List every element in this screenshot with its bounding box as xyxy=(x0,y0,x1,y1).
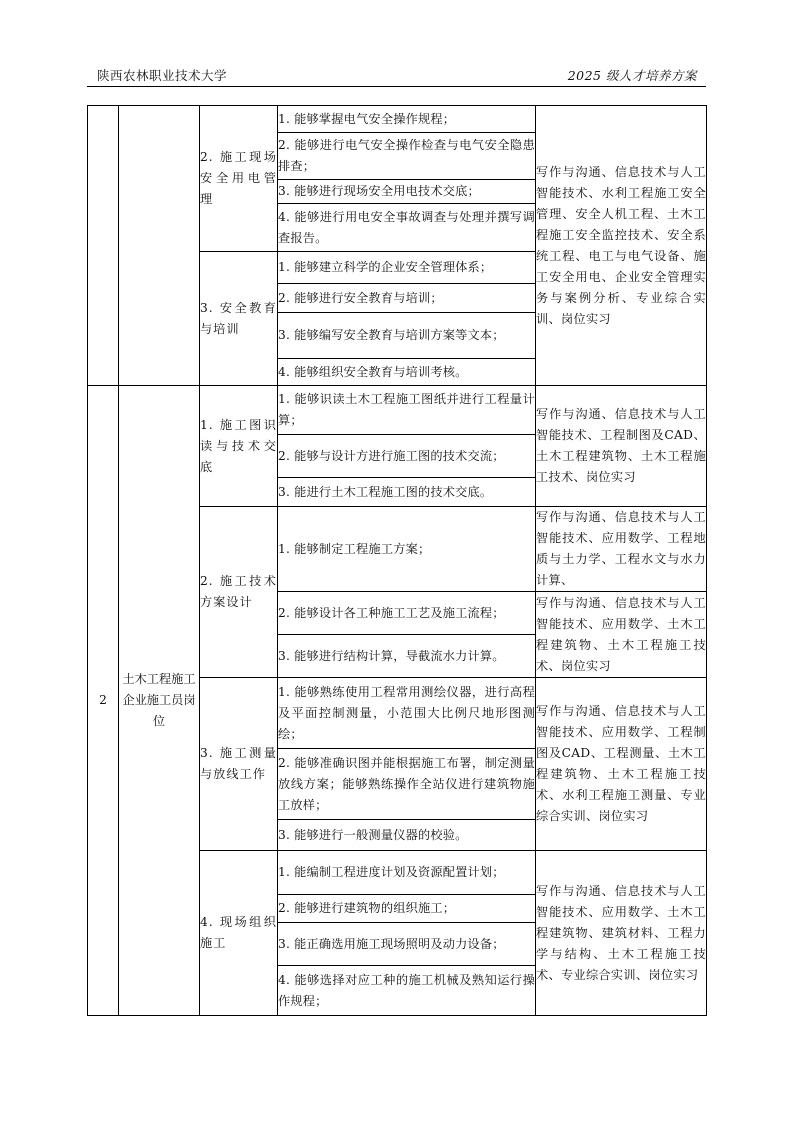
post-cell xyxy=(119,106,200,386)
ability-cell: 4. 能够选择对应工种的施工机械及熟知运行操作规程； xyxy=(278,966,536,1016)
ability-cell: 4. 能够组织安全教育与培训考核。 xyxy=(278,359,536,386)
ability-cell: 1. 能够建立科学的企业安全管理体系； xyxy=(278,252,536,284)
course-cell: 写作与沟通、信息技术与人工智能技术、应用数学、土木工程建筑物、建筑材料、工程力学与结构、土木工程施工技术、专业综合实训、岗位实习 xyxy=(536,851,707,1016)
ability-cell: 3. 能够进行现场安全用电技术交底； xyxy=(278,180,536,204)
row-number-cell xyxy=(88,106,119,386)
ability-cell: 1. 能够熟练使用工程常用测绘仪器，进行高程及平面控制测量，小范围大比例尺地形图测绘； xyxy=(278,678,536,749)
task-cell: 2. 施工技术方案设计 xyxy=(200,507,278,678)
task-cell: 3. 安全教育与培训 xyxy=(200,252,278,386)
course-cell: 写作与沟通、信息技术与人工智能技术、应用数学、工程地质与土力学、工程水文与水力计算、 xyxy=(536,507,707,592)
ability-cell: 3. 能够进行结构计算，导截流水力计算。 xyxy=(278,635,536,678)
ability-cell: 3. 能够编写安全教育与培训方案等文本； xyxy=(278,313,536,359)
ability-cell: 1. 能够识读土木工程施工图纸并进行工程量计算； xyxy=(278,386,536,435)
ability-cell: 4. 能够进行用电安全事故调查与处理并撰写调查报告。 xyxy=(278,204,536,252)
ability-cell: 1. 能编制工程进度计划及资源配置计划； xyxy=(278,851,536,895)
ability-cell: 3. 能够进行一般测量仪器的校验。 xyxy=(278,820,536,851)
header-rule xyxy=(87,86,706,87)
course-cell: 写作与沟通、信息技术与人工智能技术、工程制图及CAD、土木工程建筑物、土木工程施工技术、岗位实习 xyxy=(536,386,707,507)
task-cell: 1. 施工图识读与技术交底 xyxy=(200,386,278,507)
training-table xyxy=(87,105,707,1016)
ability-cell: 2. 能够与设计方进行施工图的技术交流； xyxy=(278,435,536,478)
task-cell: 4. 现场组织施工 xyxy=(200,851,278,1016)
ability-cell: 2. 能够设计各工种施工工艺及施工流程； xyxy=(278,592,536,635)
ability-cell: 3. 能进行土木工程施工图的技术交底。 xyxy=(278,478,536,507)
ability-cell: 1. 能够掌握电气安全操作规程； xyxy=(278,106,536,133)
course-cell: 写作与沟通、信息技术与人工智能技术、应用数学、工程制图及CAD、工程测量、土木工程建筑物、土木工程施工技术、水利工程施工测量、专业综合实训、岗位实习 xyxy=(536,678,707,851)
ability-cell: 1. 能够制定工程施工方案； xyxy=(278,507,536,592)
row-number-cell: 2 xyxy=(88,386,119,1016)
ability-cell: 2. 能够进行建筑物的组织施工； xyxy=(278,895,536,923)
post-cell: 土木工程施工企业施工员岗位 xyxy=(119,386,200,1016)
ability-cell: 2. 能够准确识图并能根据施工布署，制定测量放线方案；能够熟练操作全站仪进行建筑物施工放样； xyxy=(278,749,536,820)
course-cell: 写作与沟通、信息技术与人工智能技术、水利工程施工安全管理、安全人机工程、土木工程施工安全监控技术、安全系统工程、电工与电气设备、施工安全用电、企业安全管理实务与案例分析、专业综合实训、岗位实习 xyxy=(536,106,707,386)
school-name: 陕西农林职业技术大学 xyxy=(97,68,228,83)
task-cell: 3. 施工测量与放线工作 xyxy=(200,678,278,851)
ability-cell: 3. 能正确选用施工现场照明及动力设备； xyxy=(278,923,536,966)
task-cell: 2. 施工现场安全用电管理 xyxy=(200,106,278,252)
ability-cell: 2. 能够进行安全教育与培训； xyxy=(278,284,536,313)
course-cell: 写作与沟通、信息技术与人工智能技术、应用数学、土木工程建筑物、土木工程施工技术、岗位实习 xyxy=(536,592,707,678)
plan-title: 2025 级人才培养方案 xyxy=(567,68,697,83)
ability-cell: 2. 能够进行电气安全操作检查与电气安全隐患排查； xyxy=(278,133,536,180)
